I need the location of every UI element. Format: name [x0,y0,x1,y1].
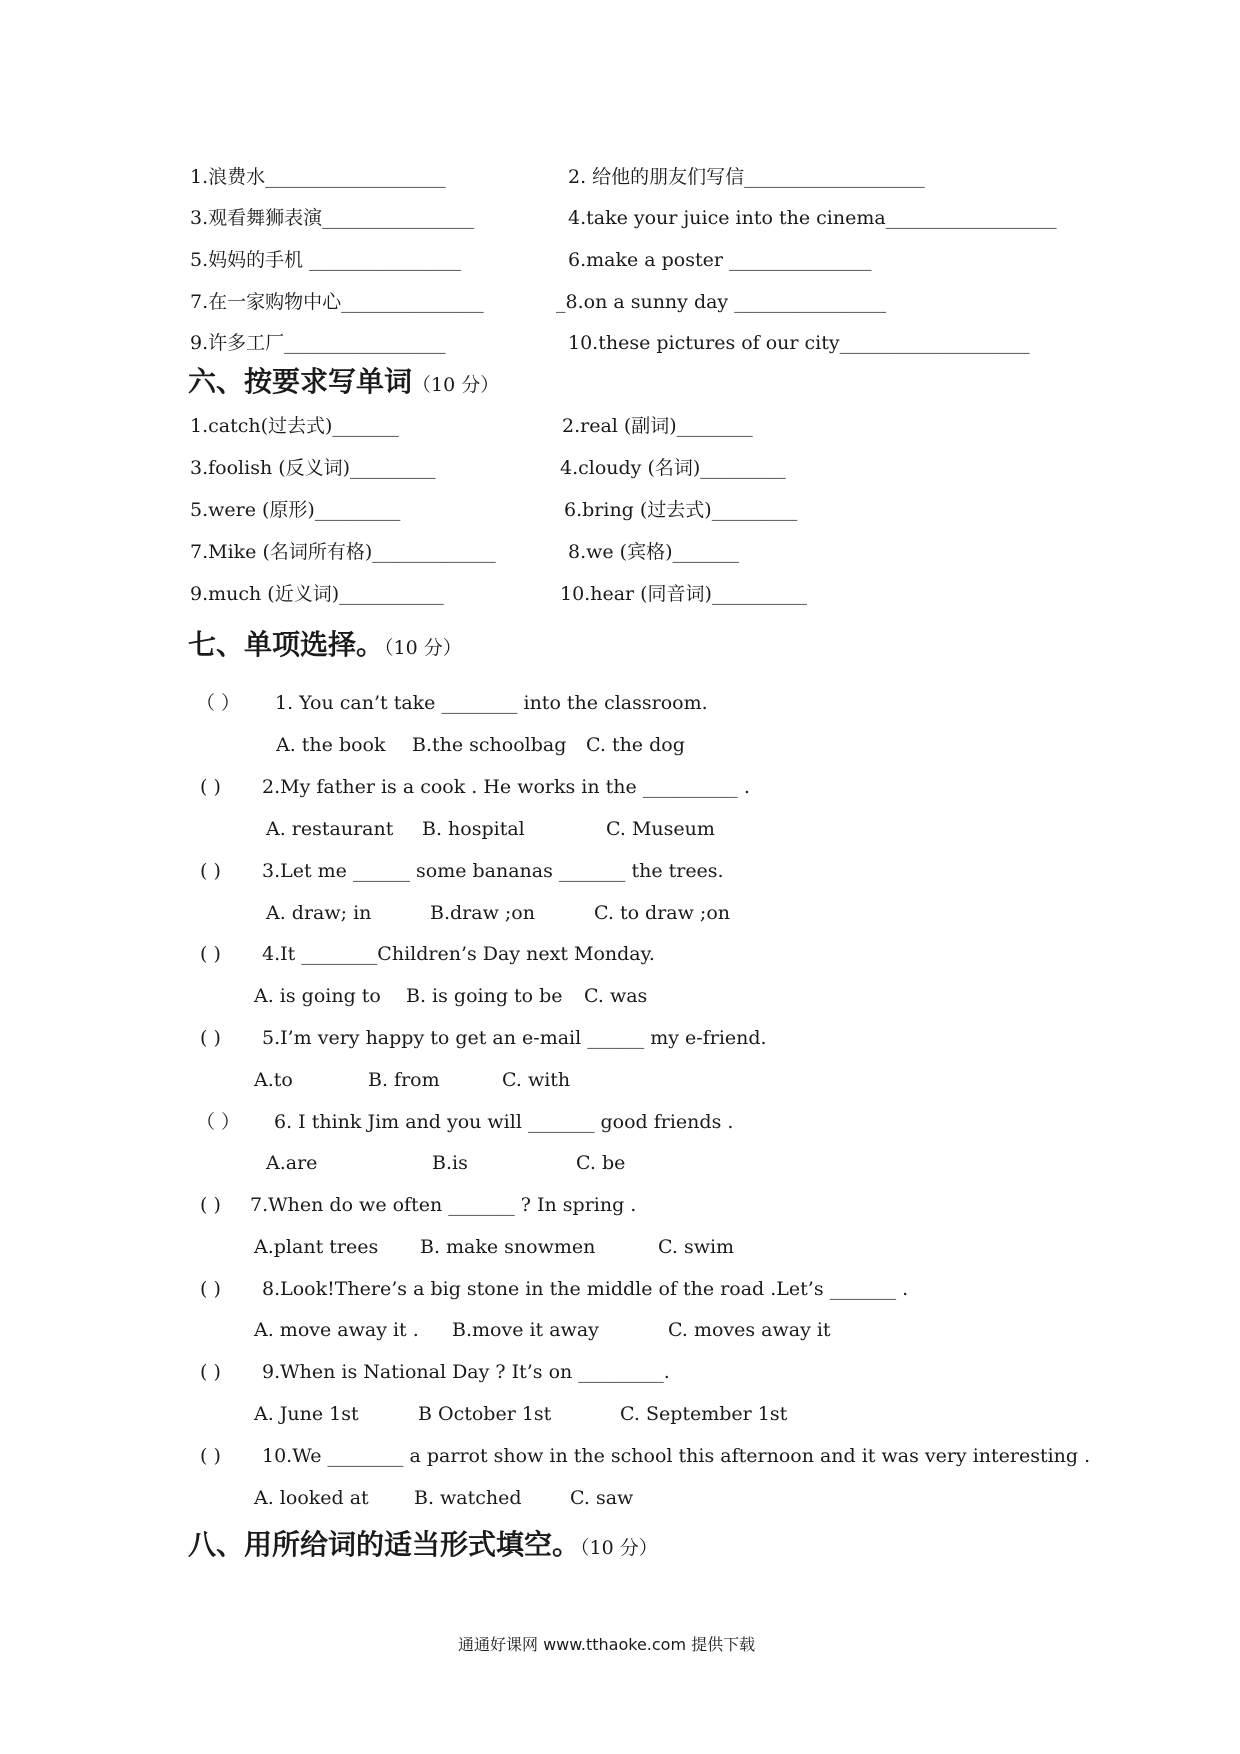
option-c: C. was [584,985,648,1007]
option-a: A.plant trees [254,1236,379,1258]
word-form-item: 8.we (宾格)_______ [568,541,740,563]
option-b: B.draw ;on [430,902,535,924]
question-text: 2.My father is a cook . He works in the __________ . [262,776,750,798]
translation-item: 4.take your juice into the cinema__________________ [568,207,1057,229]
option-b: B. hospital [422,818,525,840]
question-text: 8.Look!There’s a big stone in the middle of the road .Let’s _______ . [262,1278,909,1300]
section-6-heading [188,364,499,403]
option-b: B. watched [414,1487,522,1509]
question-text: 1. You can’t take ________ into the classroom. [275,692,708,714]
option-c: C. be [576,1152,626,1174]
answer-bracket[interactable]: （ ） [196,1111,241,1133]
option-a: A. is going to [254,985,381,1007]
translation-item: 2. 给他的朋友们写信___________________ [568,166,925,188]
word-form-item: 6.bring (过去式)_________ [564,499,798,521]
option-c: C. with [502,1069,571,1091]
option-c: C. moves away it [668,1319,831,1341]
option-a: A. June 1st [254,1403,359,1425]
question-text: 9.When is National Day ? It’s on _________. [262,1361,670,1383]
section-8-score: （10 分） [580,1537,658,1559]
question-text: 10.We ________ a parrot show in the school this afternoon and it was very interesting . [262,1445,1091,1467]
option-a: A. draw; in [266,902,372,924]
question-text: 7.When do we often _______ ? In spring . [250,1194,637,1216]
answer-bracket[interactable]: ( ) [200,860,221,882]
section-6-score: （10 分） [412,374,500,396]
option-b: B.the schoolbag [412,734,567,756]
word-form-item: 9.much (近义词)___________ [190,583,444,605]
answer-bracket[interactable]: ( ) [200,943,221,965]
question-text: 4.It ________Children’s Day next Monday. [262,943,655,965]
answer-bracket[interactable]: ( ) [200,776,221,798]
word-form-item: 5.were (原形)_________ [190,499,401,521]
option-b: B. from [368,1069,440,1091]
translation-item: 6.make a poster _______________ [568,249,872,271]
option-a: A.are [266,1152,318,1174]
option-c: C. swim [658,1236,735,1258]
option-b: B. is going to be [406,985,563,1007]
word-form-item: 7.Mike (名词所有格)_____________ [190,541,496,563]
option-a: A.to [254,1069,293,1091]
option-b: B.is [432,1152,468,1174]
translation-item: 10.these pictures of our city____________________ [568,332,1030,354]
translation-item: 5.妈妈的手机 ________________ [190,249,462,271]
answer-bracket[interactable]: ( ) [200,1361,221,1383]
translation-item: _8.on a sunny day ________________ [556,291,887,313]
option-a: A. move away it . [254,1319,419,1341]
question-text: 5.I’m very happy to get an e-mail ______ my e-friend. [262,1027,767,1049]
translation-item: 3.观看舞狮表演________________ [190,207,475,229]
section-7-score: （10 分） [384,637,462,659]
option-b: B October 1st [418,1403,552,1425]
option-c: C. September 1st [620,1403,788,1425]
option-c: C. the dog [586,734,685,756]
option-c: C. Museum [606,818,715,840]
option-a: A. the book [276,734,386,756]
word-form-item: 1.catch(过去式)_______ [190,415,399,437]
option-a: A. restaurant [266,818,394,840]
option-c: C. to draw ;on [594,902,731,924]
option-c: C. saw [570,1487,634,1509]
option-b: B.move it away [452,1319,599,1341]
word-form-item: 2.real (副词)________ [562,415,753,437]
answer-bracket[interactable]: ( ) [200,1027,221,1049]
answer-bracket[interactable]: ( ) [200,1445,221,1467]
option-b: B. make snowmen [420,1236,596,1258]
answer-bracket[interactable]: ( ) [200,1278,221,1300]
section-7-heading [188,627,462,666]
translation-item: 1.浪费水___________________ [190,166,446,188]
section-8-title: 八、用所给词的适当形式填空。 [188,1528,581,1561]
question-text: 3.Let me ______ some bananas _______ the trees. [262,860,724,882]
answer-bracket[interactable]: ( ) [200,1194,221,1216]
section-7-title: 七、单项选择。 [188,628,385,661]
answer-bracket[interactable]: （ ） [196,692,241,714]
section-6-title: 六、按要求写单词 [188,365,413,398]
word-form-item: 3.foolish (反义词)_________ [190,457,436,479]
section-8-heading [188,1527,658,1566]
translation-item: 7.在一家购物中心_______________ [190,291,484,313]
page-footer: 通通好课网 www.tthaoke.com 提供下载 [458,1635,756,1654]
question-text: 6. I think Jim and you will _______ good friends . [274,1111,734,1133]
word-form-item: 4.cloudy (名词)_________ [560,457,786,479]
translation-item: 9.许多工厂_________________ [190,332,446,354]
option-a: A. looked at [254,1487,369,1509]
word-form-item: 10.hear (同音词)__________ [560,583,807,605]
